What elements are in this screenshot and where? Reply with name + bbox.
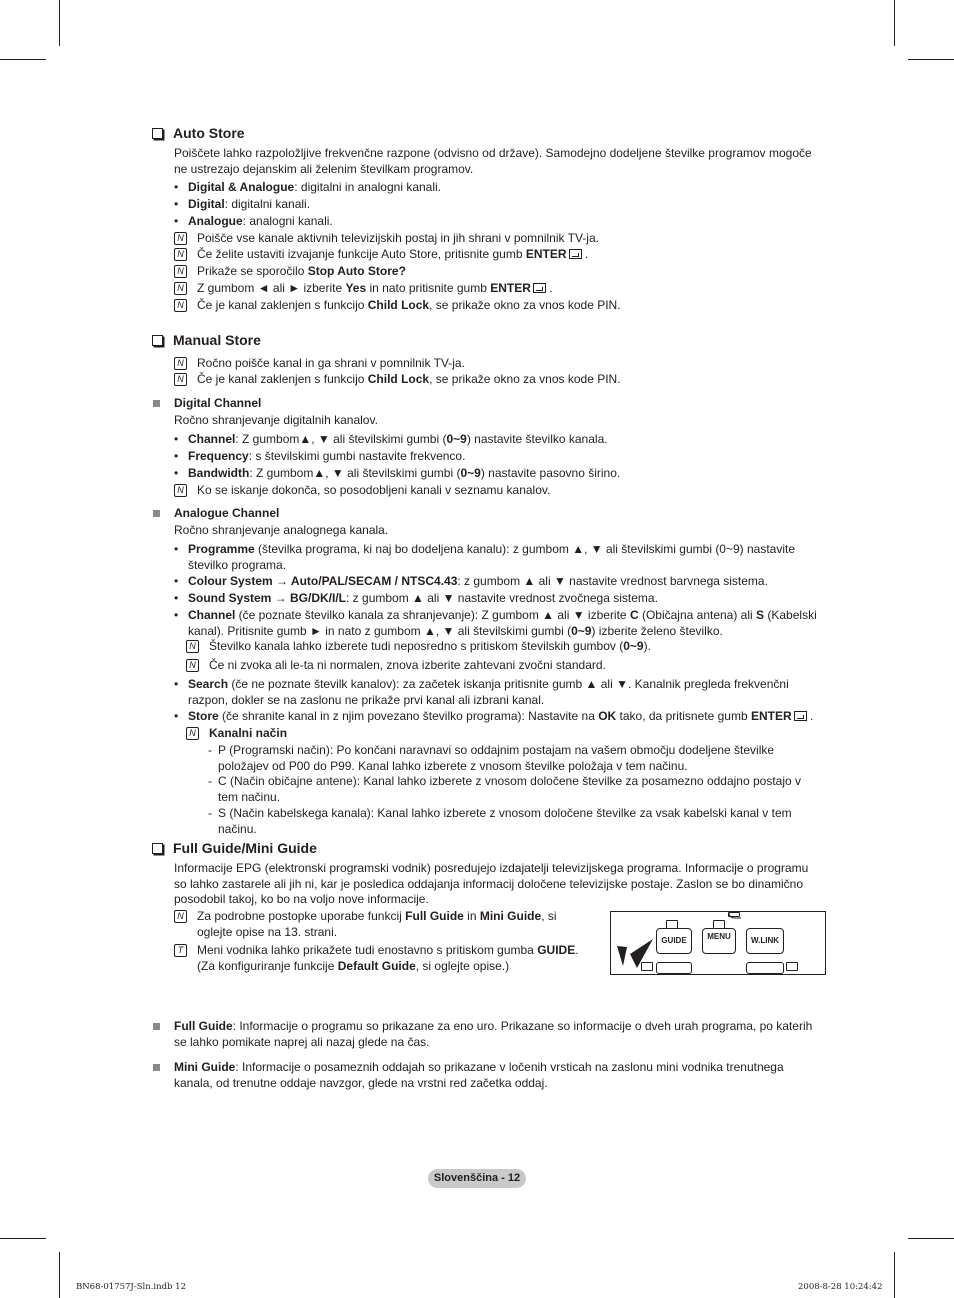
list-item: - P (Programski način): Po končani naravnavi so oddajnim postajam na vašem območju dodeljene številke položajev od P00 do P99. Kanal lahko izberete z vnosom številke položaja v tem načinu.	[208, 743, 775, 773]
full-guide-description: Full Guide: Informacije o programu so prikazane za eno uro. Prikazane so informacije o dveh urah programa, po katerih se lahko pomikate naprej ali nazaj glede na čas.	[174, 1019, 813, 1049]
square-bullet-icon	[153, 1064, 160, 1071]
section-heading-full-guide: Full Guide/Mini Guide	[152, 841, 317, 857]
auto-store-intro: Poiščete lahko razpoložljive frekvenčne razpone (odvisno od države). Samodejno dodeljene številke programov mogoče ne ustrezajo dejanskim ali želenim številkam programov.	[174, 146, 812, 176]
note-icon: N	[174, 373, 187, 386]
enter-icon	[569, 249, 582, 259]
small-button-icon	[641, 962, 653, 971]
list-item: • Channel (če poznate številko kanala za shranjevanje): Z gumbom ▲ ali ▼ izberite C (Običajna antena) ali S (Kabelski kanal). Pritisnite gumb ► in nato z gumbom ▲, ▼ ali številskimi gumbi (0~9) izberite želeno številko.	[174, 608, 817, 638]
note-item: N Ko se iskanje dokonča, so posodobljeni kanali v seznamu kanalov.	[174, 483, 824, 499]
note-item: N Ročno poišče kanal in ga shrani v pomnilnik TV-ja.	[174, 356, 824, 372]
menu-button: MENU	[702, 928, 736, 954]
note-icon: N	[174, 484, 187, 497]
page-number-badge: Slovenščina - 12	[428, 1169, 526, 1188]
crop-mark	[894, 1252, 895, 1298]
note-item: N Z gumbom ◄ ali ► izberite Yes in nato pritisnite gumb ENTER .	[174, 281, 824, 297]
list-item: - S (Način kabelskega kanala): Kanal lahko izberete z vnosom določene številke za vsak kabelski kanal v tem načinu.	[208, 806, 792, 836]
note-icon: N	[186, 640, 199, 653]
note-icon: N	[174, 248, 187, 261]
small-button-icon	[786, 962, 798, 971]
note-icon: N	[174, 357, 187, 370]
list-item: • Search (če ne poznate številk kanalov): za začetek iskanja pritisnite gumb ▲ ali ▼. Kanalnik pregleda frekvenčni razpon, dokler se na zaslonu ne prikaže prvi kanal ali izbrani kanal.	[174, 677, 789, 707]
note-icon: N	[186, 659, 199, 672]
list-item: • Store (če shranite kanal in z njim povezano številko programa): Nastavite na OK tako, da pritisnete gumb ENTER .	[174, 709, 814, 723]
list-item: - C (Način običajne antene): Kanal lahko izberete z vnosom določene številke za posamezno oddajno postajo v tem načinu.	[208, 774, 802, 804]
square-bullet-icon	[153, 510, 160, 517]
note-item: N Če ni zvoka ali le-ta ni normalen, znova izberite zahtevani zvočni standard.	[186, 658, 826, 674]
crop-mark	[0, 59, 46, 60]
list-item: • Sound System → BG/DK/I/L: z gumbom ▲ ali ▼ nastavite vrednost zvočnega sistema.	[174, 591, 658, 605]
print-timestamp: 2008-8-28 10:24:42	[798, 1282, 883, 1292]
note-item: N Če je kanal zaklenjen s funkcijo Child Lock, se prikaže okno za vnos kode PIN.	[174, 298, 824, 314]
checkbox-icon	[152, 128, 163, 139]
note-icon: N	[174, 910, 187, 923]
list-item: • Frequency: s številskimi gumbi nastavite frekvenco.	[174, 449, 466, 463]
square-bullet-icon	[153, 400, 160, 407]
remote-hand-icon: T	[174, 944, 187, 957]
crop-mark	[59, 1252, 60, 1298]
enter-icon	[794, 711, 807, 721]
crop-mark	[894, 0, 895, 46]
list-item: • Digital: digitalni kanali.	[174, 197, 311, 211]
small-button-icon	[728, 912, 740, 917]
guide-button: GUIDE	[656, 928, 692, 954]
note-item: N Če želite ustaviti izvajanje funkcije Auto Store, pritisnite gumb ENTER .	[174, 247, 824, 263]
small-button-icon	[656, 962, 692, 974]
section-heading-manual-store: Manual Store	[152, 333, 261, 349]
note-item: N Številko kanala lahko izberete tudi neposredno s pritiskom številskih gumbov (0~9).	[186, 639, 826, 655]
list-item: • Channel: Z gumbom▲, ▼ ali številskimi gumbi (0~9) nastavite številko kanala.	[174, 432, 608, 446]
note-item: N Poišče vse kanale aktivnih televizijskih postaj in jih shrani v pomnilnik TV-ja.	[174, 231, 824, 247]
crop-mark	[908, 59, 954, 60]
file-label: BN68-01757J-Sln.indb 12	[76, 1282, 187, 1292]
section-heading-auto-store: Auto Store	[152, 126, 245, 142]
checkbox-icon	[152, 335, 163, 346]
note-item: N Če je kanal zaklenjen s funkcijo Child Lock, se prikaže okno za vnos kode PIN.	[174, 372, 824, 388]
crop-mark	[59, 0, 60, 46]
note-icon: N	[174, 299, 187, 312]
subheading-analogue-channel: Analogue Channel	[174, 506, 280, 520]
small-button-icon	[746, 962, 784, 974]
list-item: • Programme (številka programa, ki naj bo dodeljena kanalu): z gumbom ▲, ▼ ali številskimi gumbi (0~9) nastavite številko programa.	[174, 542, 796, 572]
digital-channel-intro: Ročno shranjevanje digitalnih kanalov.	[174, 413, 378, 427]
note-icon: N	[174, 232, 187, 245]
mini-guide-description: Mini Guide: Informacije o posameznih oddajah so prikazane v ločenih vrsticah na zaslonu mini vodnika trenutnega kanala, od trenutne oddaje navzgor, glede na vrstni red začetka oddaj.	[174, 1060, 784, 1090]
list-item: • Colour System → Auto/PAL/SECAM / NTSC4.43: z gumbom ▲ ali ▼ nastavite vrednost barvnega sistema.	[174, 574, 768, 588]
list-item: • Analogue: analogni kanali.	[174, 214, 333, 228]
crop-mark	[908, 1238, 954, 1239]
full-guide-intro: Informacije EPG (elektronski programski vodnik) posredujejo izdajatelji televizijskega programa. Informacije o programu so lahko zastarele ali jih ni, kar je posledica oddajanja informacij določene televizijske postaje. Zaslon se bo dinamično posodobil takoj, ko bo na voljo nove informacije.	[174, 861, 809, 906]
enter-icon	[533, 283, 546, 293]
note-icon: N	[174, 282, 187, 295]
note-item: T Meni vodnika lahko prikažete tudi enostavno s pritiskom gumba GUIDE. (Za konfiguriranje funkcije Default Guide, si oglejte opise.)	[174, 943, 588, 974]
remote-control-illustration	[610, 911, 826, 975]
subheading-digital-channel: Digital Channel	[174, 396, 262, 410]
wlink-button: W.LINK	[746, 928, 784, 954]
analogue-channel-intro: Ročno shranjevanje analognega kanala.	[174, 523, 389, 537]
list-item: • Bandwidth: Z gumbom▲, ▼ ali številskimi gumbi (0~9) nastavite pasovno širino.	[174, 466, 621, 480]
note-item: N Prikaže se sporočilo Stop Auto Store?	[174, 264, 824, 280]
crop-mark	[0, 1238, 46, 1239]
note-icon: N	[186, 727, 199, 740]
note-item: N Za podrobne postopke uporabe funkcij Full Guide in Mini Guide, si oglejte opise na 13. strani.	[174, 909, 588, 940]
note-item: N Kanalni način	[186, 726, 826, 742]
square-bullet-icon	[153, 1023, 160, 1030]
checkbox-icon	[152, 843, 163, 854]
note-icon: N	[174, 265, 187, 278]
list-item: • Digital & Analogue: digitalni in analogni kanali.	[174, 180, 441, 194]
